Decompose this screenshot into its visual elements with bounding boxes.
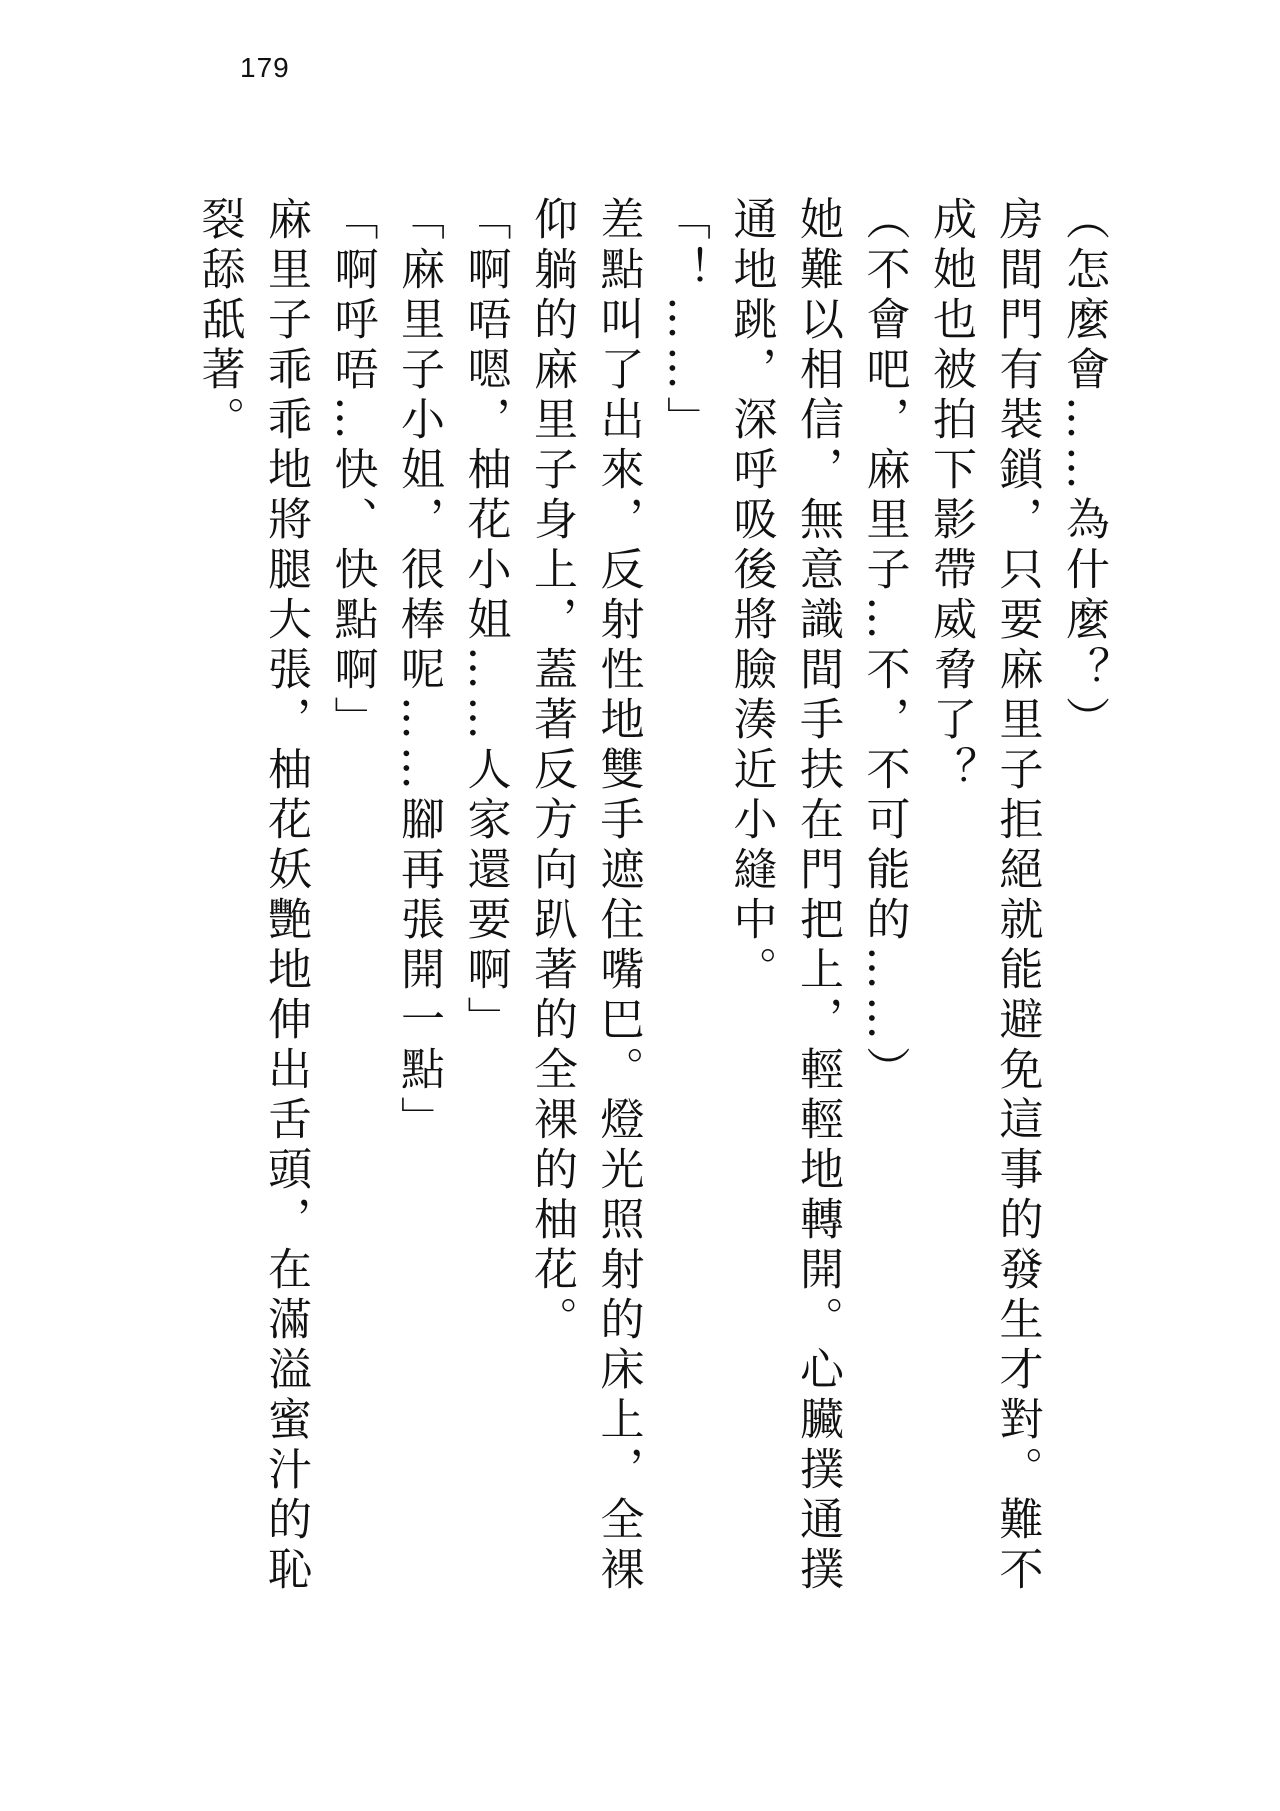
text-column: 通地跳，深呼吸後將臉湊近小縫中。 [725, 196, 777, 996]
text-column: 成她也被拍下影帶威脅了？ [925, 196, 976, 796]
text-column: 「啊唔嗯，柚花小姐……人家還要啊」 [459, 196, 511, 1046]
text-column: 麻里子乖乖地將腿大張，柚花妖艷地伸出舌頭，在滿溢蜜汁的恥 [260, 196, 311, 1596]
text-column: 「麻里子小姐，很棒呢……腳再張開一點」 [393, 196, 444, 1146]
text-column: 房間門有裝鎖，只要麻里子拒絕就能避免這事的發生才對。難不 [991, 196, 1043, 1596]
text-column: （怎麼會……為什麼？） [1058, 196, 1109, 746]
text-column: 「！……」 [659, 196, 710, 446]
text-column: 仰躺的麻里子身上，蓋著反方向趴著的全裸的柚花。 [526, 196, 577, 1346]
text-column: 差點叫了出來，反射性地雙手遮住嘴巴。燈光照射的床上，全裸 [592, 196, 644, 1596]
text-column: （不會吧，麻里子…不，不可能的……） [858, 196, 910, 1096]
text-column: 裂舔舐著。 [193, 196, 245, 446]
text-column: 她難以相信，無意識間手扶在門把上，輕輕地轉開。心臟撲通撲 [792, 196, 843, 1596]
page-number: 179 [240, 52, 290, 83]
vertical-text-body [185, 196, 1116, 1716]
text-column: 「啊呼唔…快、快點啊」 [326, 196, 378, 746]
